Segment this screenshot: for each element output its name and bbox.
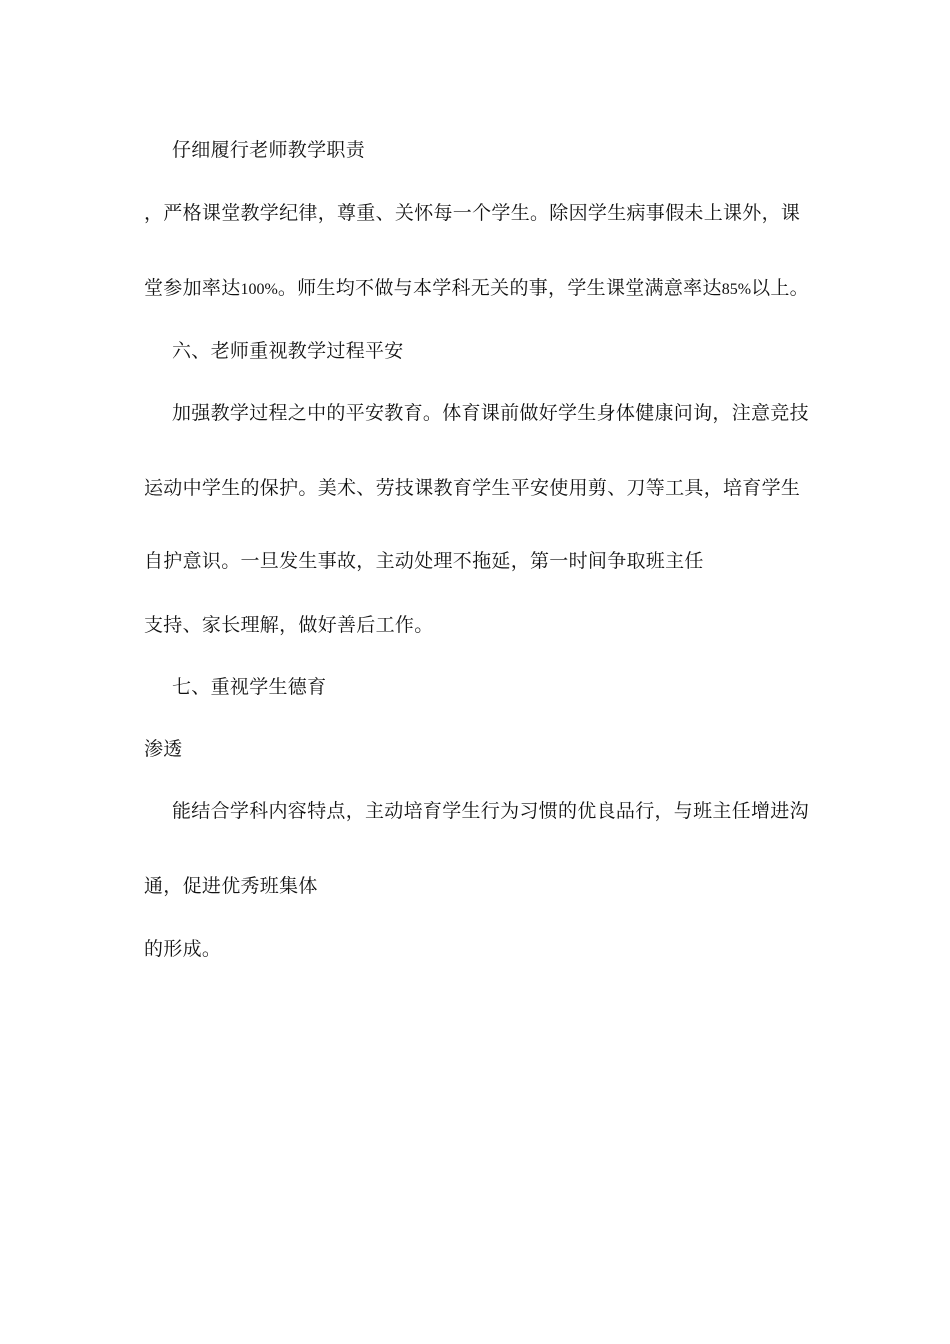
text-run: 堂参加率达 [144,277,241,299]
paragraph-line: 的形成。 [144,938,222,960]
paragraph-line: ，严格课堂教学纪律，尊重、关怀每一个学生。除因学生病事假未上课外，课 [144,202,801,224]
text-run: 以上。 [751,277,809,299]
paragraph-line [144,276,809,302]
paragraph-line: 渗透 [144,738,183,760]
paragraph-heading-duty: 仔细履行老师教学职责 [172,139,366,161]
attendance-rate-value: 100% [240,281,278,298]
text-run: 。师生均不做与本学科无关的事，学生课堂满意率达 [277,277,722,299]
paragraph-line: 支持、家长理解，做好善后工作。 [144,614,434,636]
section-heading-6: 六、老师重视教学过程平安 [172,340,404,362]
section-heading-7: 七、重视学生德育 [172,676,327,698]
satisfaction-rate-value: 85% [721,281,752,298]
paragraph-line: 能结合学科内容特点，主动培育学生行为习惯的优良品行，与班主任增进沟 [172,800,809,822]
paragraph-line: 运动中学生的保护。美术、劳技课教育学生平安使用剪、刀等工具，培育学生 [144,477,801,499]
paragraph-line: 自护意识。一旦发生事故，主动处理不拖延，第一时间争取班主任 [144,550,704,572]
paragraph-line: 通，促进优秀班集体 [144,875,318,897]
paragraph-line: 加强教学过程之中的平安教育。体育课前做好学生身体健康问询，注意竞技 [172,402,809,424]
